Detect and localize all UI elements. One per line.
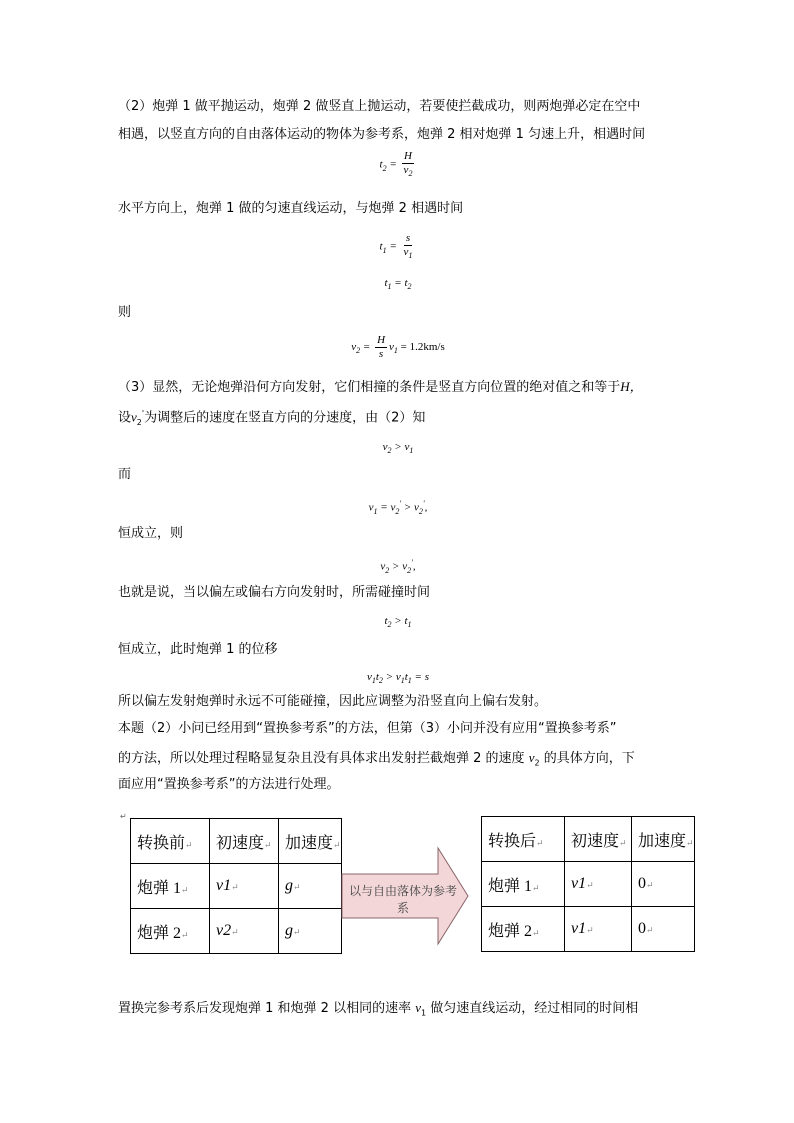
table-cell: 加速度↵ <box>632 817 695 862</box>
equation-v2-gt-v2prime: $v_2 > v_2'$, <box>380 558 416 575</box>
table-cell: v1↵ <box>565 907 632 952</box>
table-cell: 炮弹 1↵ <box>131 864 210 909</box>
equation-t1: $t_1$ = $\frac{s}{v_1}$ <box>379 232 413 261</box>
para-3-H: H， <box>620 379 643 394</box>
table-row <box>131 819 342 864</box>
para-2: 水平方向上，炮弹 1 做的匀速直线运动，与炮弹 2 相遇时间 <box>118 201 464 216</box>
table-row <box>131 864 342 909</box>
table-cell: 转换后↵ <box>482 817 565 862</box>
para-1-line-1: （2）炮弹 1 做平抛运动，炮弹 2 做竖直上抛运动，若要使拦截成功，则两炮弹必定在空中 <box>118 99 641 114</box>
table-cell: 0↵ <box>632 862 695 907</box>
para-3-line-2: 设$v_2'$为调整后的速度在竖直方向的分速度，由（2）知 <box>118 409 426 427</box>
table-cell: 初速度↵ <box>565 817 632 862</box>
table-cell: g↵ <box>279 864 342 909</box>
table-cell: 炮弹 2↵ <box>482 907 565 952</box>
para-3-she: 设 <box>118 410 132 426</box>
para-6: 所以偏左发射炮弹时永远不可能碰撞，因此应调整为沿竖直向上偏右发射。 <box>118 694 548 709</box>
table-cell: 加速度↵ <box>279 819 342 864</box>
equation-v2-result: $v_2$ = $\frac{H}{s}$ $v_1 = 1.2km/s$ <box>351 334 445 360</box>
para-3-text: （3）显然，无论炮弹沿何方向发射，它们相撞的条件是竖直方向位置的绝对值之和等于 <box>118 380 621 395</box>
conversion-arrow <box>340 846 470 946</box>
para-7-line-1: 本题（2）小问已经用到“置换参考系”的方法，但第（3）小问并没有应用“置换参考系” <box>118 721 617 736</box>
equation-v2-gt-v1: $v_2 > v_1$ <box>382 441 414 456</box>
para-8-text-a: 置换完参考系后发现炮弹 1 和炮弹 2 以相同的速率 <box>118 1001 412 1016</box>
para-8-text-b: 做匀速直线运动，经过相同的时间相 <box>430 1001 639 1016</box>
para-7-line-3: 面应用“置换参考系”的方法进行处理。 <box>118 777 340 792</box>
corner-mark: ↵ <box>120 812 127 821</box>
equation-t2: $t_2$ = $\frac{H}{v_2}$ <box>379 150 413 179</box>
text-er: 而 <box>118 467 132 482</box>
table-cell: 炮弹 2↵ <box>131 909 210 954</box>
equation-t2-gt-t1: $t_2 > t_1$ <box>384 615 412 630</box>
para-4: 也就是说，当以偏左或偏右方向发射时，所需碰撞时间 <box>118 585 431 600</box>
table-cell: 转换前↵ <box>131 819 210 864</box>
para-1-line-2: 相遇，以竖直方向的自由落体运动的物体为参考系，炮弹 2 相对炮弹 1 匀速上升，相遇时间 <box>118 127 646 142</box>
table-row <box>482 907 695 952</box>
table-row <box>482 817 695 862</box>
table-cell: g↵ <box>279 909 342 954</box>
table-cell: 炮弹 1↵ <box>482 862 565 907</box>
equation-displacement: $v_1t_2 > v_1t_1 = s$ <box>366 671 430 686</box>
table-cell: 0↵ <box>632 907 695 952</box>
equation-v1-chain: $v_1 = v_2' > v_2'$, <box>368 499 428 516</box>
equation-t1-eq-t2: $t_1 = t_2$ <box>384 277 412 292</box>
table-before-conversion <box>130 818 342 954</box>
table-row <box>131 909 342 954</box>
arrow-label: 以与自由落体为参考系 <box>348 884 457 915</box>
para-8: 置换完参考系后发现炮弹 1 和炮弹 2 以相同的速率 $v_1$ 做匀速直线运动，经过相同的时间相 <box>118 1000 639 1018</box>
para-7-text-a: 的方法，所以处理过程略显复杂且没有具体求出发射拦截炮弹 2 的速度 <box>118 751 525 766</box>
para-always: 恒成立，则 <box>118 526 184 541</box>
table-cell: 初速度↵ <box>210 819 279 864</box>
para-3-desc: 为调整后的速度在竖直方向的分速度，由（2）知 <box>144 410 426 426</box>
result-value: = 1.2km/s <box>400 341 445 354</box>
para-5: 恒成立，此时炮弹 1 的位移 <box>118 642 278 657</box>
table-row <box>482 862 695 907</box>
text-ze: 则 <box>118 305 132 320</box>
table-after-conversion <box>481 816 695 952</box>
table-cell: v2↵ <box>210 909 279 954</box>
para-7-text-b: 的具体方向，下 <box>543 751 635 766</box>
para-3-line-1 <box>118 378 678 397</box>
para-7-line-2: 的方法，所以处理过程略显复杂且没有具体求出发射拦截炮弹 2 的速度 $v_2$ 的具体方向，下 <box>118 750 635 768</box>
table-cell: v1↵ <box>565 862 632 907</box>
table-cell: v1↵ <box>210 864 279 909</box>
